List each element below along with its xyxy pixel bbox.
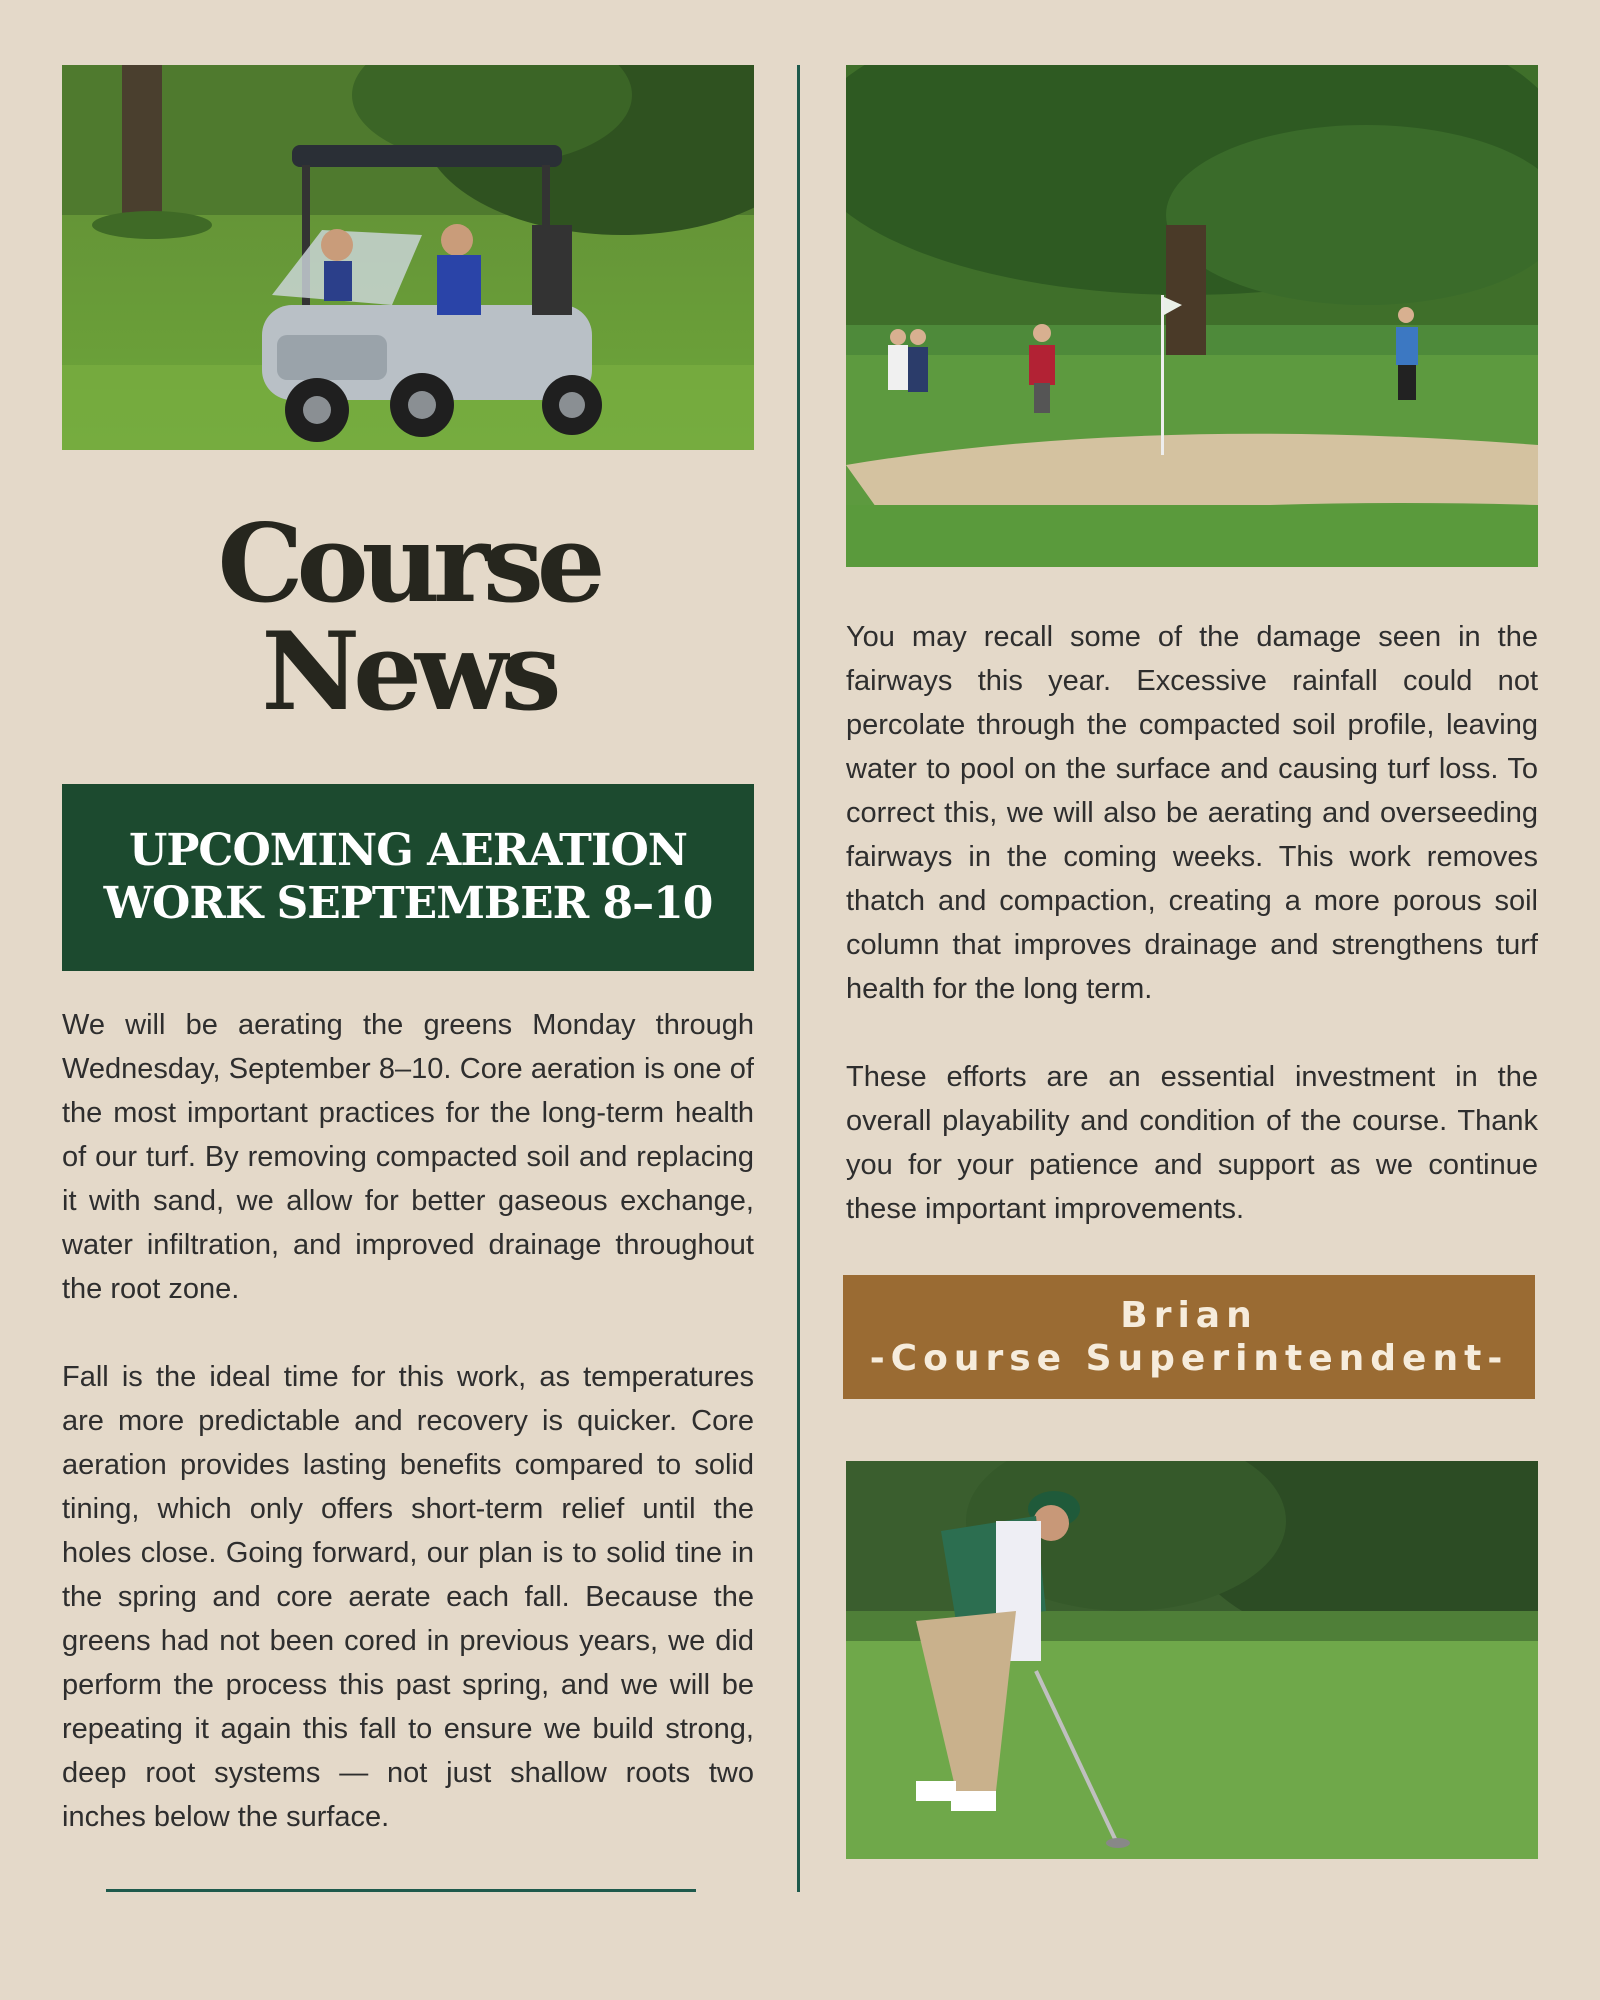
- signature-name: Brian: [1120, 1294, 1258, 1336]
- aeration-banner: [62, 784, 754, 971]
- right-paragraph-1: You may recall some of the damage seen in the fairways this year. Excessive rainfall could not percolate through the compacted soil profile, leaving water to pool on the surface and causing turf loss. To correct this, we will also be aerating and overseeding fairways in the coming weeks. This work removes thatch and compaction, creating a more porous soil column that improves drainage and strengthens turf health for the long term.: [846, 621, 1538, 1005]
- page-title: Course News: [217, 501, 599, 735]
- signature-banner: [843, 1275, 1535, 1399]
- golfer-illustration: [846, 1461, 1538, 1859]
- left-column: [62, 65, 754, 1839]
- right-paragraph-2: These efforts are an essential investment in the overall playability and condition of the course. Thank you for your patience and support as we continue these important improvements.: [846, 1061, 1538, 1225]
- photo-golf-cart: [62, 65, 754, 450]
- column-divider: [797, 65, 800, 1892]
- signature-role: -Course Superintendent-: [869, 1338, 1509, 1379]
- footer-rule: [106, 1889, 696, 1892]
- putting-green-illustration: [846, 65, 1538, 567]
- left-paragraph-1: We will be aerating the greens Monday through Wednesday, September 8–10. Core aeration is one of the most important practices for the long-term health of our turf. By removing compacted soil and replacing it with sand, we allow for better gaseous exchange, water infiltration, and improved drainage throughout the root zone.: [62, 1009, 754, 1305]
- right-article: [846, 615, 1538, 1231]
- right-column: [846, 65, 1538, 1859]
- left-article: [62, 1003, 754, 1839]
- left-paragraph-2: Fall is the ideal time for this work, as temperatures are more predictable and recovery is quicker. Core aeration provides lasting benefits compared to solid tining, which only offers short-term relief until the holes close. Going forward, our plan is to solid tine in the spring and core aerate each fall. Because the greens had not been cored in previous years, we did perform the process this past spring, and we will be repeating it again this fall to ensure we build strong, deep root systems — not just shallow roots two inches below the surface.: [62, 1361, 754, 1833]
- photo-golfer-putting: [846, 1461, 1538, 1859]
- golf-cart-illustration: [62, 65, 754, 450]
- photo-putting-green: [846, 65, 1538, 567]
- banner-line-2: WORK SEPTEMBER 8–10: [103, 877, 713, 929]
- banner-line-1: UPCOMING AERATION: [128, 824, 688, 876]
